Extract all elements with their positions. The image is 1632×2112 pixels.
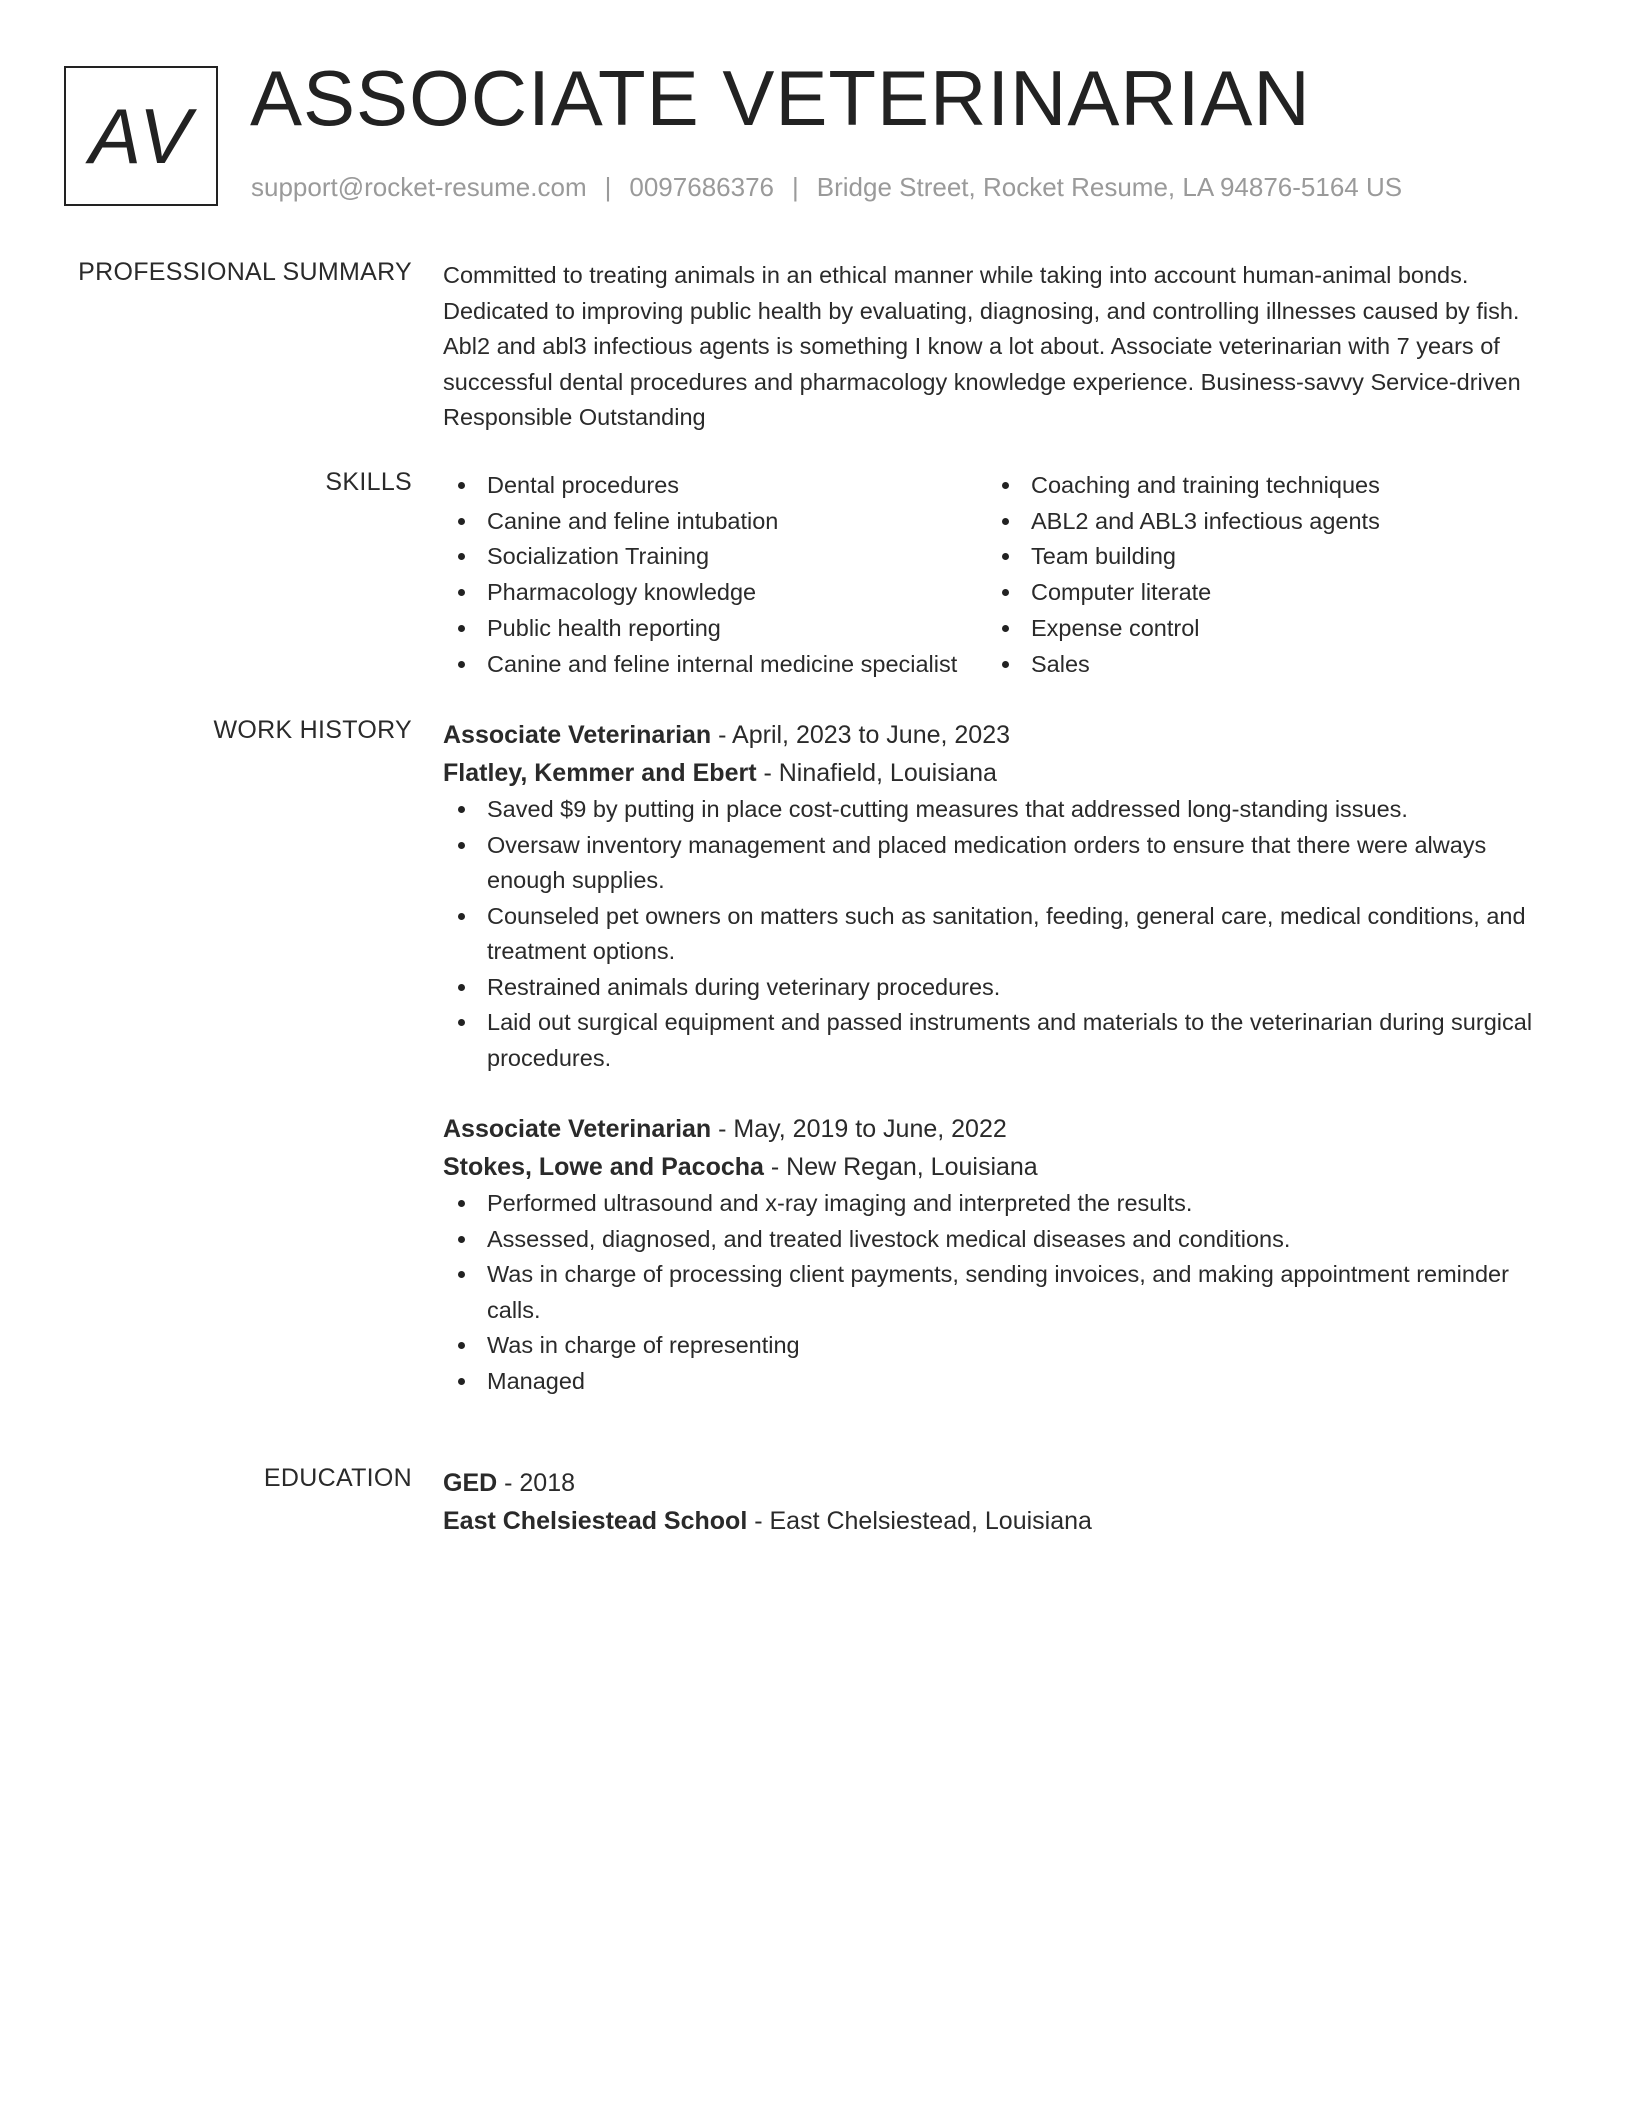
job-duty: Managed — [443, 1364, 1543, 1400]
education-school-line — [443, 1502, 1543, 1540]
skill-item: Team building — [987, 539, 1527, 575]
monogram-badge: AV — [64, 66, 218, 206]
job-dates: - May, 2019 to June, 2022 — [711, 1115, 1007, 1143]
education-body — [443, 1464, 1543, 1540]
job-duty: Oversaw inventory management and placed medication orders to ensure that there were always enough supplies. — [443, 828, 1543, 899]
contact-line — [251, 172, 1402, 203]
skill-item: Coaching and training techniques — [987, 468, 1527, 504]
job-entry — [443, 1110, 1543, 1399]
job-location: - New Regan, Louisiana — [763, 1153, 1038, 1181]
education-degree-line — [443, 1464, 1543, 1502]
skill-item: Pharmacology knowledge — [443, 575, 987, 611]
job-duties-list — [443, 792, 1543, 1076]
job-title-line — [443, 716, 1543, 754]
summary-heading: PROFESSIONAL SUMMARY — [78, 258, 412, 286]
job-dates: - April, 2023 to June, 2023 — [711, 721, 1011, 749]
skill-item: Sales — [987, 647, 1527, 683]
contact-separator: | — [792, 172, 799, 202]
contact-phone: 0097686376 — [629, 172, 774, 202]
job-duty: Saved $9 by putting in place cost-cutting measures that addressed long-standing issues. — [443, 792, 1543, 828]
education-degree: GED — [443, 1469, 498, 1497]
skills-heading: SKILLS — [325, 468, 412, 496]
skill-item: Socialization Training — [443, 539, 987, 575]
job-duties-list — [443, 1186, 1543, 1399]
skill-item: ABL2 and ABL3 infectious agents — [987, 504, 1527, 540]
contact-separator: | — [604, 172, 612, 202]
work-history-heading: WORK HISTORY — [213, 716, 412, 744]
skills-list — [443, 468, 1543, 682]
contact-email: support@rocket-resume.com — [251, 172, 587, 202]
job-duty: Performed ultrasound and x-ray imaging and interpreted the results. — [443, 1186, 1543, 1222]
job-company: Flatley, Kemmer and Ebert — [443, 759, 757, 787]
education-location: - East Chelsiestead, Louisiana — [747, 1507, 1092, 1535]
skill-item: Dental procedures — [443, 468, 987, 504]
job-title: Associate Veterinarian — [443, 721, 712, 749]
job-duty: Assessed, diagnosed, and treated livestock medical diseases and conditions. — [443, 1222, 1543, 1258]
job-title: Associate Veterinarian — [443, 1115, 712, 1143]
work-history-body — [443, 716, 1543, 1399]
skill-item: Expense control — [987, 611, 1527, 647]
job-duty: Counseled pet owners on matters such as sanitation, feeding, general care, medical conditions, and treatment options. — [443, 899, 1543, 970]
contact-address: Bridge Street, Rocket Resume, LA 94876-5164 US — [816, 172, 1403, 202]
resume-title: ASSOCIATE VETERINARIAN — [250, 54, 1311, 142]
job-company: Stokes, Lowe and Pacocha — [443, 1153, 764, 1181]
skill-item: Canine and feline intubation — [443, 504, 987, 540]
skill-item: Public health reporting — [443, 611, 987, 647]
skill-item: Computer literate — [987, 575, 1527, 611]
job-title-line — [443, 1110, 1543, 1148]
education-school: East Chelsiestead School — [443, 1507, 748, 1535]
summary-text: Committed to treating animals in an ethical manner while taking into account human-animal bonds. Dedicated to improving public health by evaluating, diagnosing, and controlling illnesses caused by fish. Abl2 and abl3 infectious agents is something I know a lot about. Associate veterinarian with 7 years of successful dental procedures and pharmacology knowledge experience. Business-savvy Service-driven Responsible Outstanding — [443, 262, 1521, 430]
skills-body — [443, 468, 1543, 682]
job-duty: Was in charge of processing client payments, sending invoices, and making appointment reminder calls. — [443, 1257, 1543, 1328]
summary-body — [443, 258, 1543, 436]
job-location: - Ninafield, Louisiana — [756, 759, 997, 787]
job-duty: Was in charge of representing — [443, 1328, 1543, 1364]
education-year: - 2018 — [497, 1469, 576, 1497]
education-heading: EDUCATION — [263, 1464, 412, 1492]
job-company-line — [443, 1148, 1543, 1186]
job-duty: Restrained animals during veterinary procedures. — [443, 970, 1543, 1006]
job-company-line — [443, 754, 1543, 792]
job-entry — [443, 716, 1543, 1076]
job-duty: Laid out surgical equipment and passed instruments and materials to the veterinarian during surgical procedures. — [443, 1005, 1543, 1076]
skill-item: Canine and feline internal medicine specialist — [443, 647, 987, 683]
